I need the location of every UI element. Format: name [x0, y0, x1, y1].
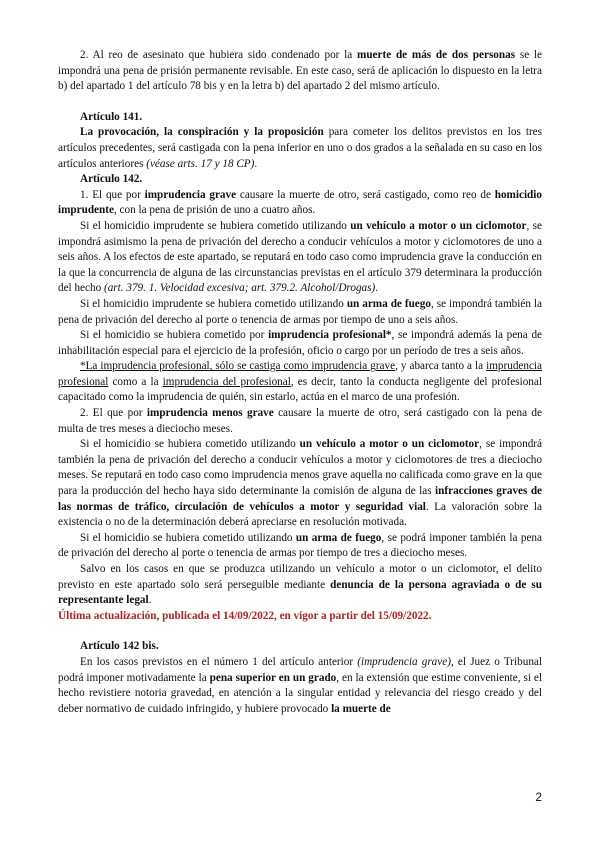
bold-run: muerte de más de dos personas — [357, 49, 516, 61]
text-run: , se impondrá además la pena de inhabilitación especial para el ejercicio de la profesión, oficio o cargo por un período de tres a seis años. — [58, 329, 543, 357]
update-notice: Última actualización, publicada el 14/09/2022, en vigor a partir del 15/09/2022. — [58, 609, 432, 622]
article-142-paragraph-2-arma — [58, 531, 542, 562]
text-run: , y abarca tanto a la — [395, 360, 487, 373]
bold-run: imprudencia profesional* — [268, 329, 392, 342]
page-number: 2 — [535, 790, 542, 804]
bold-run: homicidio imprudente — [58, 188, 542, 217]
article-142-bis-heading: Artículo 142 bis. — [80, 640, 159, 653]
text-run: causare la muerte de otro, será castigado, como reo de — [236, 188, 495, 201]
text-run: , se podrá imponer también la pena de privación del derecho al porte o tenencia de armas por tiempo de tres a dieciocho meses. — [58, 531, 542, 560]
article-142-bis-text — [58, 655, 542, 717]
text-run: Si el homicidio imprudente se hubiera cometido utilizando — [80, 297, 347, 310]
bold-run: la muerte de — [331, 702, 391, 715]
article-142-heading: Artículo 142. — [80, 173, 143, 186]
text-run: , el Juez o Tribunal podrá imponer motivadamente la — [58, 655, 542, 684]
spacer — [58, 624, 542, 639]
bold-run: imprudencia grave — [144, 188, 237, 201]
article-142-paragraph-1 — [58, 188, 542, 219]
article-141-heading: Artículo 141. — [80, 110, 143, 123]
text-run: , se impondrá también la pena de privación del derecho al porte o tenencia de armas por tiempo de uno a seis años. — [58, 297, 542, 326]
italic-run: (véase arts. 17 y 18 CP) — [146, 157, 255, 170]
underlined-run: *La imprudencia profesional, sólo se castiga como imprudencia grave — [80, 360, 396, 373]
text-run: como a la — [108, 375, 163, 388]
article-142-paragraph-arma — [58, 297, 542, 328]
italic-run: (imprudencia grave) — [357, 655, 451, 668]
document-body — [58, 48, 542, 717]
text-run: . — [254, 157, 258, 170]
text-run: , con la pena de prisión de uno a cuatro años. — [113, 204, 316, 217]
article-142-paragraph-2 — [58, 406, 542, 437]
text-run: Salvo en los casos en que se produzca utilizando un vehículo a motor o un ciclomotor, el delito previsto en este apartado solo será perseguible mediante — [58, 563, 542, 591]
text-run: 2. Al reo de asesinato que hubiera sido condenado por la — [80, 49, 358, 61]
text-run: . La valoración sobre la existencia o no de la determinación deberá apreciarse en resolución motivada. — [58, 500, 542, 529]
text-run: causare la muerte de otro, será castigado con la pena de multa de tres meses a dieciocho meses. — [58, 407, 542, 435]
spacer — [58, 95, 542, 110]
text-run: Si el homicidio se hubiera cometido por — [80, 329, 269, 342]
text-run: Si el homicidio se hubiera cometido utilizando — [80, 531, 296, 544]
text-run: Si el homicidio imprudente se hubiera cometido utilizando — [80, 219, 351, 232]
text-run: , se impondrá también la pena de privación del derecho a conducir vehículos a motor y ciclomotores de tres a dieciocho meses. Se reputará en todo caso como imprudencia menos grave aquella no calificada como grave en la que para la producción del hecho haya sido determinante la comisión de alguna de las — [58, 438, 542, 498]
text-run: En los casos previstos en el número 1 del artículo anterior — [80, 655, 358, 668]
article-142-paragraph-profesional — [58, 328, 542, 359]
text-run: . — [375, 282, 379, 295]
underlined-run: imprudencia profesional — [58, 360, 543, 388]
bold-run: imprudencia menos grave — [146, 407, 274, 420]
bold-run: un arma de fuego — [346, 297, 431, 310]
article-142-paragraph-2-denuncia — [58, 562, 542, 609]
text-run: Si el homicidio se hubiera cometido utilizando — [80, 438, 300, 451]
text-run: se le impondrá una pena de prisión permanente revisable. En este caso, será de aplicación lo dispuesto en la letra b) del apartado 1 del artículo 78 bis y en la letra b) del apartado 2 del mismo artículo. — [58, 49, 542, 93]
text-run: , en la extensión que estime conveniente, si el hecho revistiere notoria gravedad, en atención a la singular entidad y relevancia del riesgo creado y del deber normativo de cuidado infringido, y hubiere provocado — [58, 671, 542, 715]
bold-run: pena superior en un grado — [209, 671, 337, 684]
text-run: 1. El que por — [80, 188, 145, 201]
bold-run: denuncia de la persona agraviada o de su representante legal — [58, 578, 542, 607]
bold-run: un vehículo a motor o un ciclomotor — [350, 219, 527, 232]
bold-run: un arma de fuego — [295, 531, 382, 544]
italic-run: (art. 379. 1. Velocidad excesiva; art. 379.2. Alcohol/Drogas) — [103, 282, 376, 295]
article-142-paragraph-2-vehiculo — [58, 437, 542, 531]
text-run: . — [148, 594, 152, 607]
bold-run: La provocación, la conspiración y la proposición — [80, 126, 324, 139]
article-142-paragraph-vehiculo — [58, 219, 542, 297]
article-141-text — [58, 125, 542, 172]
text-run: , es decir, tanto la conducta negligente del profesional capacitado como la imprudencia de quién, sin estarlo, actúa en el marco de una profesión. — [58, 375, 542, 404]
text-run: 2. El que por — [80, 407, 147, 420]
paragraph-asesinato-apartado-2 — [58, 48, 542, 95]
underlined-run: imprudencia del profesional — [162, 375, 291, 388]
article-142-footnote-profesional — [58, 359, 542, 406]
text-run: para cometer los delitos previstos en los tres artículos precedentes, será castigada con la pena inferior en uno o dos grados a la señalada en su caso en los artículos anteriores — [58, 126, 542, 170]
bold-run: un vehículo a motor o un ciclomotor — [299, 438, 480, 451]
text-run: , se impondrá asimismo la pena de privación del derecho a conducir vehículos a motor y ciclomotores de uno a seis años. A los efectos de este apartado, se reputará en todo caso como imprudencia grave la conducción en la que la concurrencia de alguna de las circunstancias previstas en el artículo 379 determinara la producción del hecho — [58, 219, 542, 295]
bold-run: infracciones graves de las normas de tráfico, circulación de vehículos a motor y seguridad vial — [58, 485, 543, 513]
